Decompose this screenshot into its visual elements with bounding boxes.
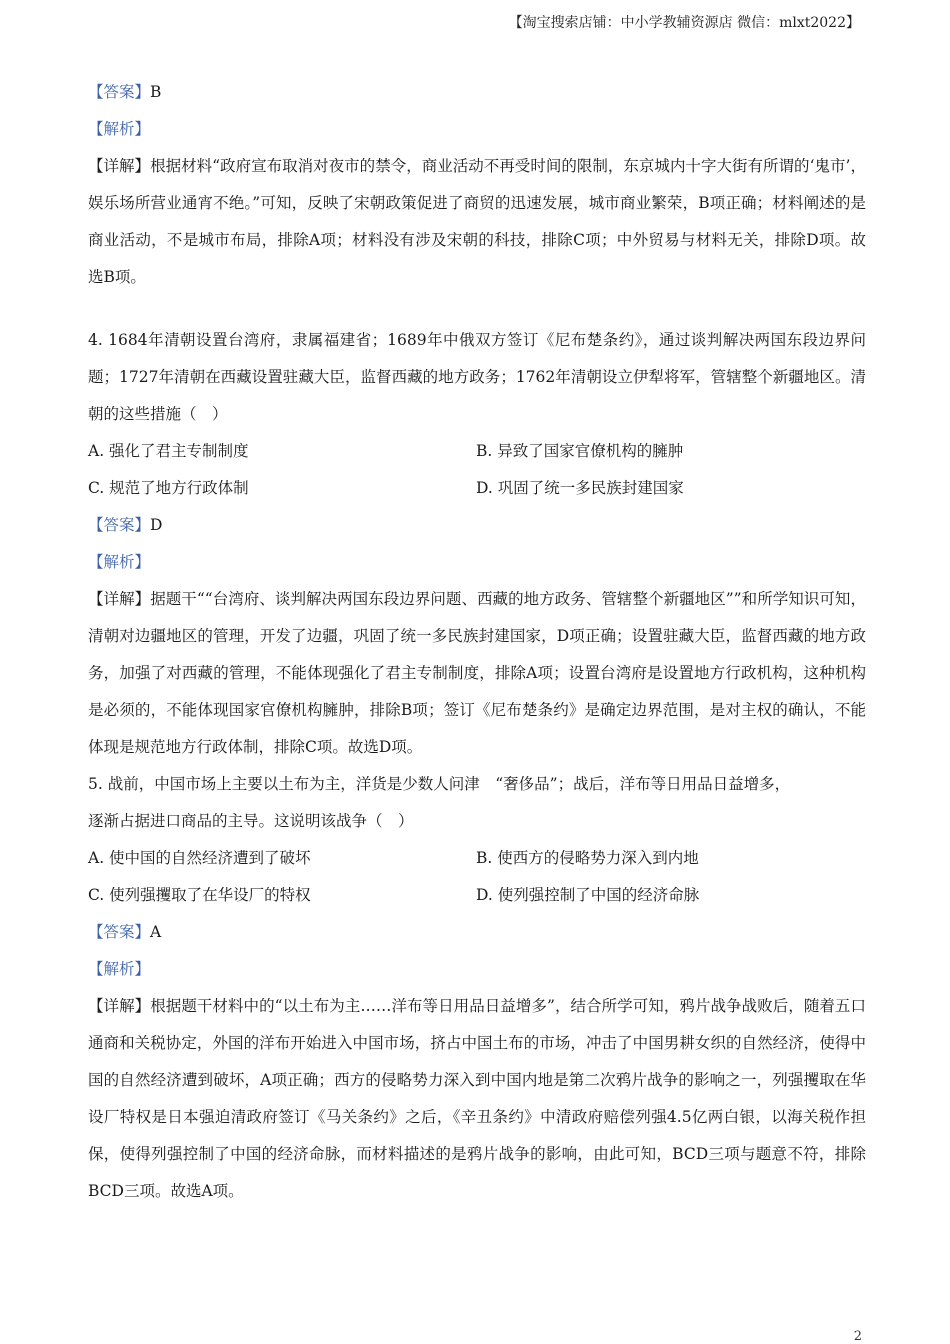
question-stem-line1: 5. 战前，中国市场上主要以土布为主，洋货是少数人问津 “奢侈品”；战后，洋布等日用品日益增多， [88, 775, 791, 793]
answer-tag: 【答案】 [88, 516, 151, 534]
page-number: 2 [853, 1329, 862, 1344]
option-c: C. 规范了地方行政体制 [88, 479, 249, 497]
page-header: 【淘宝搜索店铺：中小学教辅资源店 微信：mlxt2022】 [508, 15, 860, 31]
option-d: D. 巩固了统一多民族封建国家 [476, 479, 684, 497]
options-row [88, 433, 866, 470]
answer-line [88, 74, 866, 111]
detail-tag: 【详解】 [88, 157, 151, 175]
analysis-line [88, 951, 866, 988]
option-b: B. 使西方的侵略势力深入到内地 [476, 849, 699, 867]
detail-text: 根据材料“政府宣布取消对夜市的禁令，商业活动不再受时间的限制，东京城内十字大街有所谓的‘鬼市’，娱乐场所营业通宵不绝。”可知，反映了宋朝政策促进了商贸的迅速发展，城市商业繁荣，B项正确；材料阐述的是商业活动，不是城市布局，排除A项；材料没有涉及宋朝的科技，排除C项；中外贸易与材料无关，排除D项。故选B项。 [88, 157, 866, 286]
analysis-tag: 【解析】 [88, 120, 151, 138]
detail-tag: 【详解】 [88, 590, 151, 608]
answer-tag: 【答案】 [88, 923, 151, 941]
question-stem: 4. 1684年清朝设置台湾府，隶属福建省；1689年中俄双方签订《尼布楚条约》，通过谈判解决两国东段边界问题；1727年清朝在西藏设置驻藏大臣，监督西藏的地方政务；1762年清朝设立伊犁将军，管辖整个新疆地区。清朝的这些措施（ ） [88, 331, 866, 423]
answer-line [88, 507, 866, 544]
detail-paragraph [88, 988, 866, 1210]
detail-text: 据题干““台湾府、谈判解决两国东段边界问题、西藏的地方政务、管辖整个新疆地区””和所学知识可知，清朝对边疆地区的管理，开发了边疆，巩固了统一多民族封建国家，D项正确；设置驻藏大臣，监督西藏的地方政务，加强了对西藏的管理，不能体现强化了君主专制制度，排除A项；设置台湾府是设置地方行政机构，这种机构是必须的，不能体现国家官僚机构臃肿，排除B项；签订《尼布楚条约》是确定边界范围，是对主权的确认，不能体现是规范地方行政体制，排除C项。故选D项。 [88, 590, 866, 756]
detail-tag: 【详解】 [88, 997, 151, 1015]
question-stem-line2: 逐渐占据进口商品的主导。这说明该战争（ ） [88, 812, 414, 830]
answer-value: D [150, 516, 163, 534]
answer-value: A [150, 923, 162, 941]
option-d: D. 使列强控制了中国的经济命脉 [476, 886, 700, 904]
option-a: A. 强化了君主专制制度 [88, 442, 249, 460]
option-c: C. 使列强攫取了在华设厂的特权 [88, 886, 311, 904]
option-b: B. 异致了国家官僚机构的臃肿 [476, 442, 684, 460]
document-body [88, 74, 866, 1210]
detail-paragraph [88, 581, 866, 766]
detail-paragraph [88, 148, 866, 296]
options-row [88, 877, 866, 914]
detail-text: 根据题干材料中的“以土布为主……洋布等日用品日益增多”，结合所学可知，鸦片战争战败后，随着五口通商和关税协定，外国的洋布开始进入中国市场，挤占中国土布的市场，冲击了中国男耕女织的自然经济，使得中国的自然经济遭到破坏，A项正确；西方的侵略势力深入到中国内地是第二次鸦片战争的影响之一，列强攫取在华设厂特权是日本强迫清政府签订《马关条约》之后，《辛丑条约》中清政府赔偿列强4.5亿两白银，以海关税作担保，使得列强控制了中国的经济命脉，而材料描述的是鸦片战争的影响，由此可知，BCD三项与题意不符，排除BCD三项。故选A项。 [88, 997, 866, 1200]
analysis-tag: 【解析】 [88, 553, 151, 571]
analysis-tag: 【解析】 [88, 960, 151, 978]
answer-value: B [150, 83, 162, 101]
option-a: A. 使中国的自然经济遭到了破坏 [88, 849, 311, 867]
options-row [88, 470, 866, 507]
answer-line [88, 914, 866, 951]
analysis-line [88, 111, 866, 148]
answer-tag: 【答案】 [88, 83, 151, 101]
analysis-line [88, 544, 866, 581]
options-row [88, 840, 866, 877]
